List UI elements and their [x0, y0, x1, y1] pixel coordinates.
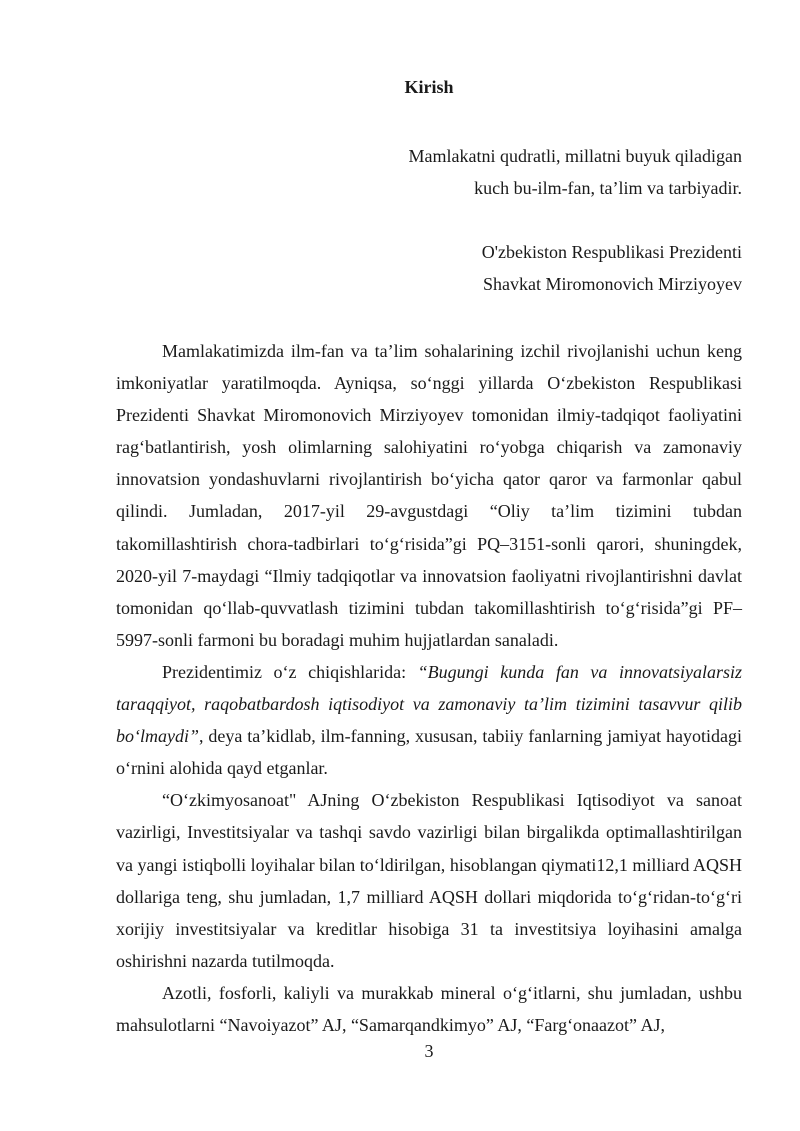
body-text: [116, 335, 742, 1041]
epigraph-line: kuch bu-ilm-fan, ta’lim va tarbiyadir.: [474, 178, 742, 198]
paragraph: “O‘zkimyosanoat" AJning O‘zbekiston Respublikasi Iqtisodiyot va sanoat vazirligi, Investitsiyalar va tashqi savdo vazirligi bilan birgalikda optimallashtirilgan va yangi istiqbolli loyihalar bilan to‘ldirilgan, hisoblangan qiymati12,1 milliard AQSH dollariga teng, shu jumladan, 1,7 milliard AQSH dollari miqdorida to‘g‘ridan-to‘g‘ri xorijiy investitsiyalar va kreditlar hisobiga 31 ta investitsiya loyihasini amalga oshirishni nazarda tutilmoqda.: [116, 790, 742, 971]
paragraph-rest: , deya ta’kidlab, ilm-fanning, xususan, tabiiy fanlarning jamiyat hayotidagi o‘rnini alohida qayd etganlar.: [116, 726, 742, 779]
paragraph-intro: Prezidentimiz o‘z chiqishlarida:: [162, 661, 418, 682]
page-number: 3: [424, 1041, 434, 1061]
epigraph: [409, 140, 742, 204]
presidential-quote: “Bugungi kunda fan va innovatsiyalarsiz taraqqiyot, raqobatbardosh iqtisodiyot va zamonaviy ta’lim tizimini tasavvur qilib bo‘lmaydi”: [116, 661, 742, 747]
section-title: Kirish: [404, 77, 454, 97]
attribution-line: Shavkat Miromonovich Mirziyoyev: [483, 274, 742, 294]
epigraph-line: Mamlakatni qudratli, millatni buyuk qiladigan: [408, 146, 742, 166]
paragraph: Mamlakatimizda ilm-fan va ta’lim sohalarining izchil rivojlanishi uchun keng imkoniyatlar yaratilmoqda. Ayniqsa, so‘nggi yillarda O‘zbekiston Respublikasi Prezidenti Shavkat Miromonovich Mirziyoyev tomonidan ilmiy-tadqiqot faoliyatini rag‘batlantirish, yosh olimlarning salohiyatini ro‘yobga chiqarish va zamonaviy innovatsion yondashuvlarni rivojlantirish bo‘yicha qator qaror va farmonlar qabul qilindi. Jumladan, 2017-yil 29-avgustdagi “Oliy ta’lim tizimini tubdan takomillashtirish chora-tadbirlari to‘g‘risida”gi PQ–3151-sonli qarori, shuningdek, 2020-yil 7-maydagi “Ilmiy tadqiqotlar va innovatsion faoliyatni rivojlantirishni davlat tomonidan qo‘llab-quvvatlash tizimini tubdan takomillashtirish to‘g‘risida”gi PF–5997-sonli farmoni bu boradagi muhim hujjatlardan sanaladi.: [116, 341, 742, 650]
paragraph: [116, 656, 742, 784]
paragraph: Azotli, fosforli, kaliyli va murakkab mineral o‘g‘itlarni, shu jumladan, ushbu mahsulotlarni “Navoiyazot” AJ, “Samarqandkimyo” AJ, “Farg‘onaazot” AJ,: [116, 982, 742, 1035]
epigraph-attribution: [482, 236, 742, 300]
attribution-line: O'zbekiston Respublikasi Prezidenti: [481, 242, 742, 262]
